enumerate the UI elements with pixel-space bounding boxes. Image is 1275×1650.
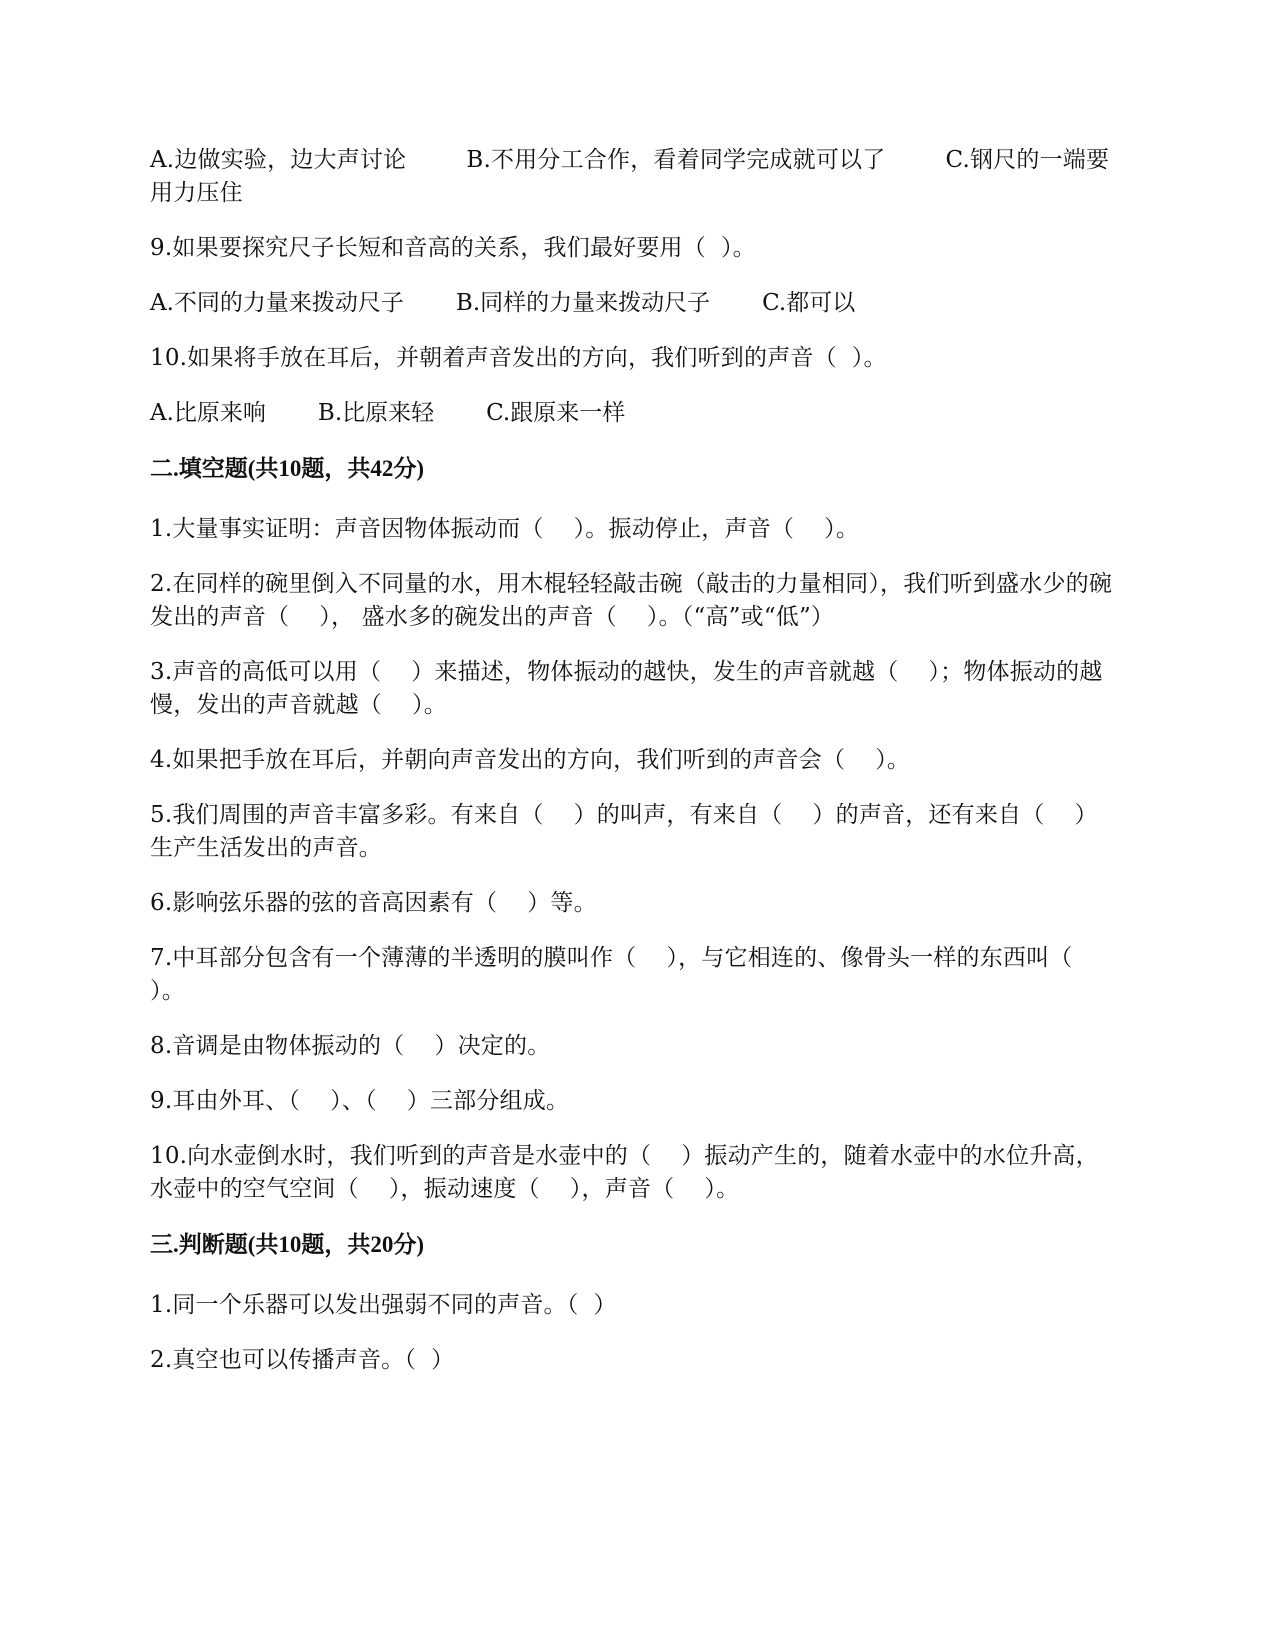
q9-question: 9.如果要探究尺子长短和音高的关系，我们最好要用（ ）。 bbox=[150, 235, 756, 261]
fill-item-9: 9.耳由外耳、（ ）、（ ）三部分组成。 bbox=[150, 1088, 570, 1114]
judge-item-1: 1.同一个乐器可以发出强弱不同的声音。（ ） bbox=[150, 1292, 617, 1318]
q10-option-c: C.跟原来一样 bbox=[486, 400, 626, 426]
fill-item-8: 8.音调是由物体振动的（ ）决定的。 bbox=[150, 1033, 551, 1059]
fill-item-5: 5.我们周围的声音丰富多彩。有来自（ ）的叫声，有来自（ ）的声音，还有来自（ ）生产生活发出的声音。 bbox=[150, 802, 1098, 861]
q9-option-b: B.同样的力量来拨动尺子 bbox=[455, 290, 711, 316]
q10-options bbox=[150, 397, 1115, 430]
q9-option-c: C.都可以 bbox=[762, 290, 856, 316]
q10-question: 10.如果将手放在耳后，并朝着声音发出的方向，我们听到的声音（ ）。 bbox=[150, 345, 887, 371]
q9-options bbox=[150, 287, 1115, 320]
fill-item-7: 7.中耳部分包含有一个薄薄的半透明的膜叫作（ ），与它相连的、像骨头一样的东西叫（ ）。 bbox=[150, 945, 1103, 1004]
fill-item-10: 10.向水壶倒水时，我们听到的声音是水壶中的（ ）振动产生的，随着水壶中的水位升高，水壶中的空气空间（ ），振动速度（ ），声音（ ）。 bbox=[150, 1143, 1099, 1202]
fill-item-4: 4.如果把手放在耳后，并朝向声音发出的方向，我们听到的声音会（ ）。 bbox=[150, 747, 911, 773]
fill-item-6: 6.影响弦乐器的弦的音高因素有（ ）等。 bbox=[150, 890, 597, 916]
section3-heading: 三.判断题(共10题，共20分) bbox=[150, 1232, 425, 1257]
q9-option-a: A.不同的力量来拨动尺子 bbox=[150, 290, 404, 316]
section2-heading: 二.填空题(共10题，共42分) bbox=[150, 456, 425, 481]
exam-page bbox=[150, 144, 1115, 1399]
judge-item-2: 2.真空也可以传播声音。（ ） bbox=[150, 1347, 455, 1373]
fill-item-3: 3.声音的高低可以用（ ）来描述，物体振动的越快，发生的声音就越（ ）；物体振动的越慢，发出的声音就越（ ）。 bbox=[150, 659, 1103, 718]
q10-option-b: B.比原来轻 bbox=[317, 400, 435, 426]
q8-options: A.边做实验，边大声讨论 B.不用分工合作，看着同学完成就可以了 C.钢尺的一端要用力压住 bbox=[150, 147, 1110, 206]
fill-item-2: 2.在同样的碗里倒入不同量的水，用木棍轻轻敲击碗（敲击的力量相同），我们听到盛水少的碗发出的声音（ ）， 盛水多的碗发出的声音（ ）。（“高”或“低”） bbox=[150, 571, 1113, 630]
q10-option-a: A.比原来响 bbox=[150, 400, 266, 426]
fill-item-1: 1.大量事实证明：声音因物体振动而（ ）。振动停止，声音（ ）。 bbox=[150, 516, 860, 542]
